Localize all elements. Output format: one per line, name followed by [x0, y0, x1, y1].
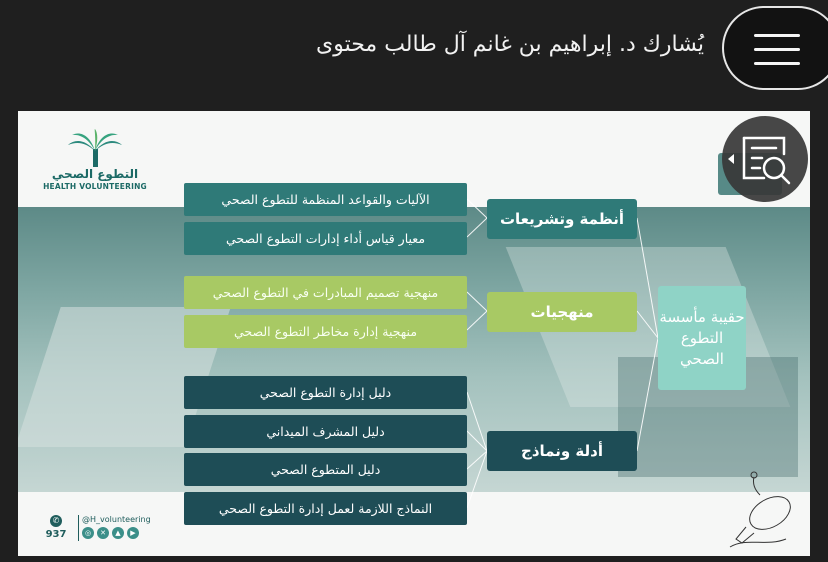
category-systems: أنظمة وتشريعات [487, 199, 637, 239]
hamburger-bar [754, 48, 800, 51]
phone-number: 937 [45, 529, 67, 540]
post-title: يُشارك د. إبراهيم بن غانم آل طالب محتوى [316, 32, 704, 57]
document-search-icon [722, 116, 808, 202]
item-box: دليل إدارة التطوع الصحي [184, 376, 467, 409]
menu-button[interactable] [722, 6, 828, 90]
item-box: الآليات والقواعد المنظمة للتطوع الصحي [184, 183, 467, 216]
item-box: منهجية تصميم المبادرات في التطوع الصحي [184, 276, 467, 309]
content-image [18, 111, 810, 556]
footer-divider [78, 515, 79, 541]
top-bar [0, 0, 828, 100]
item-box: منهجية إدارة مخاطر التطوع الصحي [184, 315, 467, 348]
instagram-icon: ◎ [82, 527, 94, 539]
x-icon: ✕ [97, 527, 109, 539]
search-content-button[interactable] [722, 116, 808, 202]
category-guides: أدلة ونماذج [487, 431, 637, 471]
item-box: معيار قياس أداء إدارات التطوع الصحي [184, 222, 467, 255]
arrow-left-icon [728, 154, 734, 164]
youtube-icon: ▶ [127, 527, 139, 539]
lightbulb-illustration [726, 467, 810, 551]
item-box: دليل المتطوع الصحي [184, 453, 467, 486]
social-handle: @H_volunteering [82, 515, 151, 524]
footer-contact [36, 515, 76, 540]
logo-english-text: HEALTH VOLUNTEERING [43, 182, 147, 191]
item-box: دليل المشرف الميداني [184, 415, 467, 448]
hamburger-menu-icon [754, 34, 800, 37]
whatsapp-icon: ✆ [50, 515, 62, 527]
category-methodologies: منهجيات [487, 292, 637, 332]
root-node: حقيبة مأسسة التطوع الصحي [658, 286, 746, 390]
snapchat-icon: ▲ [112, 527, 124, 539]
item-box: النماذج اللازمة لعمل إدارة التطوع الصحي [184, 492, 467, 525]
hamburger-bar [754, 62, 800, 65]
logo-arabic-text: التطوع الصحي [51, 167, 139, 181]
social-icons [82, 527, 139, 539]
